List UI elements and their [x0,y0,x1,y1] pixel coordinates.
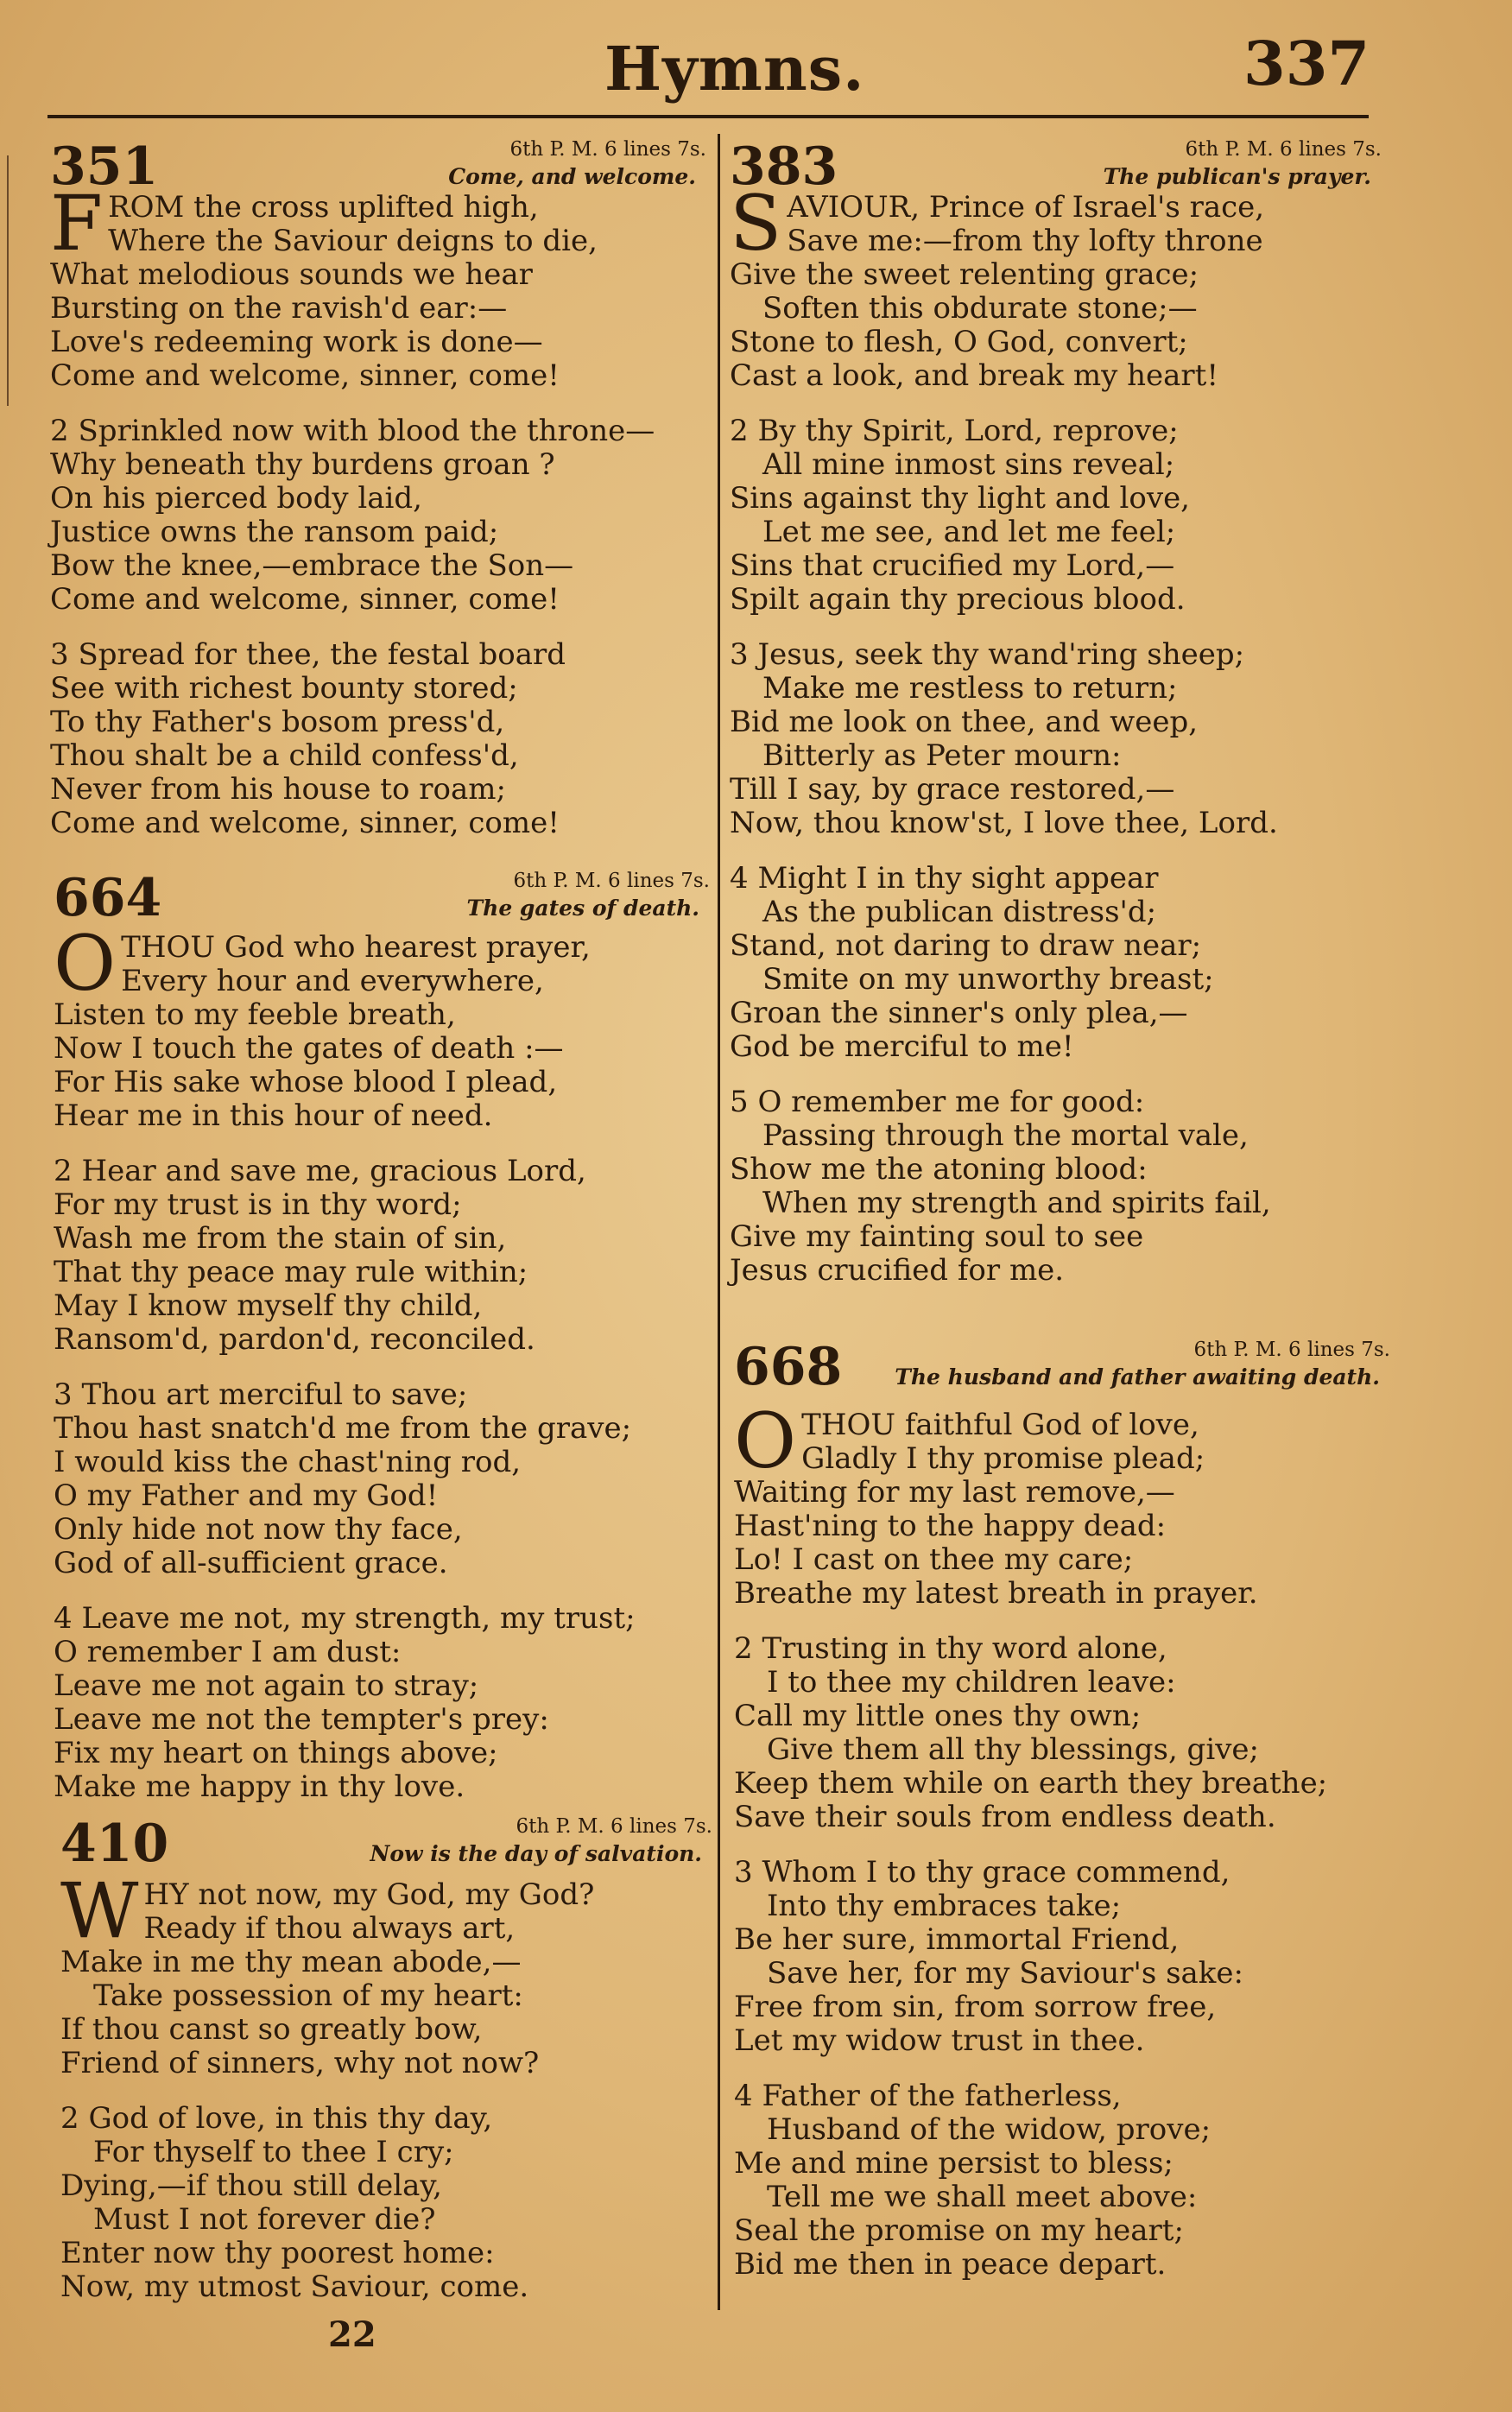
verse-line: Every hour and everywhere, [121,964,544,998]
hymn-subtitle: Come, and welcome. [448,164,696,189]
verse-line: Breathe my latest breath in prayer. [734,1576,1258,1611]
verse-line: On his pierced body laid, [50,481,422,516]
verse-line: That thy peace may rule within; [54,1255,528,1289]
verse-line: Give the sweet relenting grace; [730,257,1199,292]
hymn-383 [730,136,1382,1309]
verse-line: Gladly I thy promise plead; [801,1441,1205,1476]
verse-line: May I know myself thy child, [54,1288,483,1323]
verse-line: Save their souls from endless death. [734,1800,1276,1834]
verse-line: Call my little ones thy own; [734,1699,1142,1733]
verse-2 [60,2102,712,2304]
verse-line: Till I say, by grace restored,— [730,772,1175,807]
hymn-header [730,136,1382,218]
verse-line: Why beneath thy burdens groan ? [50,447,555,482]
verse-line: 5 O remember me for good: [730,1085,1145,1119]
verse-line: God be merciful to me! [730,1029,1074,1064]
verse-line: 2 Sprinkled now with blood the throne— [50,414,655,448]
verse-line: Where the Saviour deigns to die, [108,224,598,258]
hymn-subtitle: Now is the day of salvation. [370,1841,702,1866]
verse-1-continued [50,258,706,393]
verse-line: Enter now thy poorest home: [60,2236,495,2270]
verse-line: Now I touch the gates of death :— [54,1031,564,1066]
verse-line: Never from his house to roam; [50,772,506,807]
verse-2 [734,1632,1390,1834]
column-divider [718,134,720,2310]
verse-line: I to thee my children leave: [767,1665,1176,1700]
verse-line: THOU God who hearest prayer, [121,930,591,965]
drop-capital: O [54,919,117,1008]
verse-line: Make in me thy mean abode,— [60,1945,522,1979]
verse-line: Hear me in this hour of need. [54,1098,493,1133]
hymn-header [734,1337,1390,1419]
verse-line: ROM the cross uplifted high, [108,190,539,225]
hymn-351 [50,136,706,862]
hymn-664 [54,868,710,1826]
signature-mark: 22 [328,2314,376,2355]
verse-line: Friend of sinners, why not now? [60,2046,540,2080]
verse-line: Passing through the mortal vale, [762,1118,1249,1153]
verse-3 [50,638,706,840]
verse-line: Sins against thy light and love, [730,481,1190,516]
drop-capital: W [60,1866,139,1955]
verse-line: Bid me then in peace depart. [734,2247,1167,2282]
drop-capital: F [50,179,104,268]
verse-line: I would kiss the chast'ning rod, [54,1445,522,1479]
verse-line: Come and welcome, sinner, come! [50,582,560,617]
hymn-meter: 6th P. M. 6 lines 7s. [509,138,706,161]
verse-line: AVIOUR, Prince of Israel's race, [787,190,1265,225]
page-edge-mark [7,155,9,406]
verse-line: Free from sin, from sorrow free, [734,1990,1217,2024]
hymn-meter: 6th P. M. 6 lines 7s. [1193,1339,1390,1361]
page-header [0,26,1512,104]
verse-5 [730,1086,1382,1288]
hymn-number: 410 [60,1814,169,1874]
verse-3 [734,1856,1390,2058]
verse-4 [54,1602,710,1804]
verse-line: Bow the knee,—embrace the Son— [50,548,574,583]
hymn-meter: 6th P. M. 6 lines 7s. [516,1815,712,1838]
verse-line: When my strength and spirits fail, [762,1186,1271,1220]
verse-2 [50,415,706,617]
verse-line: Tell me we shall meet above: [767,2180,1198,2214]
verse-line: 2 God of love, in this thy day, [60,2101,493,2136]
verse-1-continued [734,1476,1390,1611]
verse-1-continued [54,998,710,1133]
verse-line: Spilt again thy precious blood. [730,582,1186,617]
drop-capital: S [730,179,782,268]
verse-line: Into thy embraces take; [767,1889,1122,1923]
verse-line: Give my fainting soul to see [730,1219,1144,1254]
hymn-subtitle: The publican's prayer. [1103,164,1371,189]
hymn-number: 351 [50,136,159,197]
verse-line: 2 Trusting in thy word alone, [734,1631,1167,1666]
hymn-number: 668 [734,1337,843,1397]
verse-line: All mine inmost sins reveal; [762,447,1175,482]
verse-line: 3 Jesus, seek thy wand'ring sheep; [730,637,1245,672]
verse-line: For my trust is in thy word; [54,1187,462,1222]
verse-line: Stand, not daring to draw near; [730,928,1202,963]
verse-line: THOU faithful God of love, [801,1408,1199,1442]
verse-line: 4 Leave me not, my strength, my trust; [54,1601,636,1636]
verse-3 [54,1378,710,1580]
hymn-subtitle: The gates of death. [466,896,699,921]
verse-line: See with richest bounty stored; [50,671,518,706]
verse-line: Fix my heart on things above; [54,1736,498,1770]
verse-line: Smite on my unworthy breast; [762,962,1214,997]
verse-2 [54,1155,710,1357]
verse-line: Stone to flesh, O God, convert; [730,325,1188,359]
verse-line: Must I not forever die? [93,2202,436,2237]
hymn-header [54,868,710,950]
hymn-header [50,136,706,218]
verse-4 [730,862,1382,1064]
verse-line: Bursting on the ravish'd ear:— [50,291,508,326]
verse-line: Thou shalt be a child confess'd, [50,738,519,773]
verse-line: 2 Hear and save me, gracious Lord, [54,1154,586,1188]
verse-line: Ransom'd, pardon'd, reconciled. [54,1322,535,1357]
verse-line: What melodious sounds we hear [50,257,533,292]
verse-line: Take possession of my heart: [93,1978,523,2013]
verse-line: 3 Whom I to thy grace commend, [734,1855,1230,1890]
verse-line: Save me:—from thy lofty throne [787,224,1263,258]
verse-line: Bid me look on thee, and weep, [730,705,1199,739]
verse-line: Groan the sinner's only plea,— [730,996,1188,1030]
verse-line: Thou hast snatch'd me from the grave; [54,1411,632,1446]
hymn-meter: 6th P. M. 6 lines 7s. [1185,138,1382,161]
verse-line: Be her sure, immortal Friend, [734,1922,1180,1957]
verse-line: Leave me not the tempter's prey: [54,1702,549,1737]
verse-line: Ready if thou always art, [143,1911,516,1946]
verse-line: As the publican distress'd; [762,895,1157,929]
hymn-meter: 6th P. M. 6 lines 7s. [513,870,710,892]
hymn-410 [60,1814,712,2326]
verse-line: 4 Father of the fatherless, [734,2079,1122,2113]
verse-line: God of all-sufficient grace. [54,1546,448,1580]
hymn-668 [734,1337,1390,2303]
header-rule [47,115,1369,118]
hymn-header [60,1814,712,1896]
verse-4 [734,2080,1390,2282]
verse-line: Sins that crucified my Lord,— [730,548,1175,583]
drop-capital: O [734,1396,797,1485]
verse-1-continued [730,258,1382,393]
hymn-subtitle: The husband and father awaiting death. [895,1364,1380,1390]
verse-line: Let me see, and let me feel; [762,515,1176,549]
verse-line: Come and welcome, sinner, come! [50,358,560,393]
verse-line: Love's redeeming work is done— [50,325,543,359]
verse-line: Husband of the widow, prove; [767,2112,1211,2147]
verse-2 [730,415,1382,617]
verse-line: HY not now, my God, my God? [143,1877,595,1912]
verse-line: Make me restless to return; [762,671,1178,706]
verse-line: Justice owns the ransom paid; [50,515,499,549]
verse-line: Seal the promise on my heart; [734,2213,1184,2248]
verse-line: Only hide not now thy face, [54,1512,463,1547]
verse-line: Bitterly as Peter mourn: [762,738,1122,773]
verse-line: For thyself to thee I cry; [93,2135,454,2169]
verse-line: Come and welcome, sinner, come! [50,806,560,840]
verse-line: Now, thou know'st, I love thee, Lord. [730,806,1278,840]
verse-line: Keep them while on earth they breathe; [734,1766,1328,1801]
verse-line: To thy Father's bosom press'd, [50,705,505,739]
verse-3 [730,638,1382,840]
verse-line: 4 Might I in thy sight appear [730,861,1159,896]
verse-line: Dying,—if thou still delay, [60,2168,442,2203]
verse-line: Lo! I cast on thee my care; [734,1542,1134,1577]
verse-line: Waiting for my last remove,— [734,1475,1175,1510]
verse-line: Soften this obdurate stone;— [762,291,1198,326]
verse-1-continued [60,1946,712,2080]
verse-line: Jesus crucified for me. [730,1253,1065,1288]
verse-line: Now, my utmost Saviour, come. [60,2270,529,2304]
verse-line: Show me the atoning blood: [730,1152,1148,1187]
verse-line: O remember I am dust: [54,1635,402,1669]
verse-line: Leave me not again to stray; [54,1668,479,1703]
verse-line: Hast'ning to the happy dead: [734,1509,1167,1543]
verse-line: 3 Spread for thee, the festal board [50,637,566,672]
verse-line: Save her, for my Saviour's sake: [767,1956,1243,1991]
verse-line: Make me happy in thy love. [54,1769,465,1804]
verse-line: Wash me from the stain of sin, [54,1221,507,1256]
hymn-number: 664 [54,868,162,928]
page-number: 337 [1243,28,1370,99]
verse-line: Cast a look, and break my heart! [730,358,1218,393]
verse-line: 2 By thy Spirit, Lord, reprove; [730,414,1179,448]
verse-line: Let my widow trust in thee. [734,2023,1145,2058]
hymn-number: 383 [730,136,838,197]
verse-line: 3 Thou art merciful to save; [54,1377,468,1412]
verse-line: Me and mine persist to bless; [734,2146,1174,2181]
verse-line: O my Father and my God! [54,1478,439,1513]
verse-line: Give them all thy blessings, give; [767,1732,1259,1767]
verse-line: If thou canst so greatly bow, [60,2012,483,2047]
verse-line: Listen to my feeble breath, [54,997,456,1032]
page-title: Hymns. [604,33,865,104]
verse-line: For His sake whose blood I plead, [54,1065,558,1099]
